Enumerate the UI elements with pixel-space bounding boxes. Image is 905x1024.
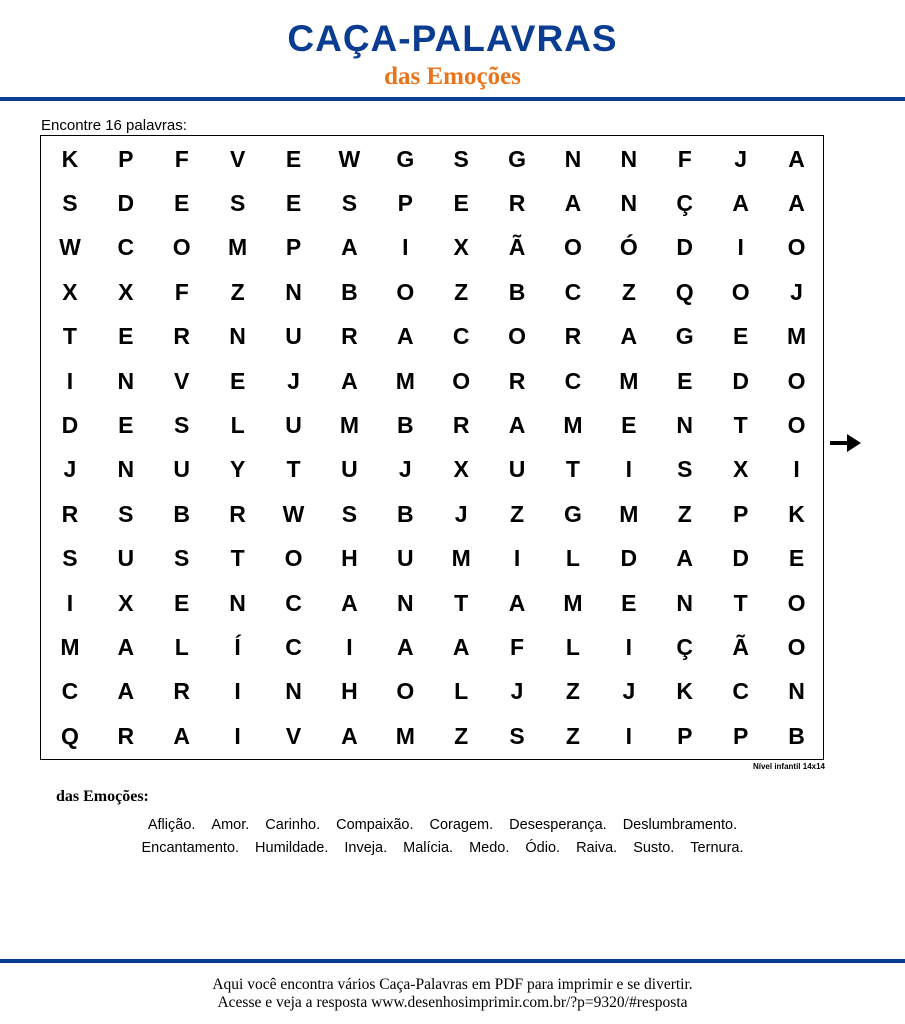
grid-letter: E (118, 412, 134, 439)
grid-letter: D (117, 190, 135, 217)
grid-letter: M (619, 500, 639, 527)
grid-letter: O (452, 367, 471, 394)
grid-letter: I (234, 678, 241, 705)
grid-letter: S (509, 722, 525, 749)
grid-letter: E (285, 145, 302, 172)
grid-letter: B (173, 500, 191, 527)
grid-letter: P (285, 234, 302, 261)
grid-letter: R (173, 323, 191, 350)
grid-letter: U (117, 545, 135, 572)
right-arrow-icon (830, 432, 862, 454)
grid-letter: M (60, 633, 80, 660)
word-item: Ódio. (525, 840, 561, 856)
word-search-grid (42, 137, 824, 759)
word-item: Desesperança. (509, 817, 607, 833)
word-item: Compaixão. (336, 817, 414, 833)
grid-letter: N (620, 190, 638, 217)
grid-letter: J (454, 500, 468, 527)
grid-letter: F (174, 278, 189, 305)
grid-letter: Z (565, 722, 580, 749)
grid-letter: P (397, 190, 413, 217)
grid-letter: N (676, 589, 694, 616)
grid-letter: J (398, 456, 412, 483)
grid-letter: G (508, 145, 527, 172)
grid-letter: O (787, 412, 806, 439)
word-list-line-1 (0, 816, 885, 834)
grid-letter: O (787, 234, 806, 261)
grid-letter: M (451, 545, 471, 572)
grid-letter: R (117, 722, 135, 749)
footer-divider (0, 959, 905, 963)
grid-letter: M (563, 412, 583, 439)
grid-letter: G (675, 323, 694, 350)
grid-letter: U (173, 456, 191, 483)
grid-letter: S (174, 545, 190, 572)
grid-letter: A (341, 367, 358, 394)
grid-letter: A (117, 633, 135, 660)
grid-letter: R (452, 412, 470, 439)
grid-letter: U (396, 545, 414, 572)
grid-letter: J (734, 145, 748, 172)
grid-letter: N (229, 323, 246, 350)
grid-letter: A (396, 633, 414, 660)
grid-letter: S (62, 190, 78, 217)
grid-letter: W (59, 234, 81, 261)
grid-letter: H (341, 678, 358, 705)
grid-letter: A (788, 145, 805, 172)
grid-letter: A (676, 545, 694, 572)
grid-letter: D (61, 412, 79, 439)
grid-letter: I (793, 456, 800, 483)
grid-letter: I (625, 633, 633, 660)
grid-letter: O (564, 234, 582, 261)
grid-letter: I (66, 589, 74, 616)
grid-letter: N (117, 456, 135, 483)
grid-letter: W (282, 500, 305, 527)
grid-letter: A (508, 589, 526, 616)
footer-line-1: Aqui você encontra vários Caça-Palavras em PDF para imprimir e se divertir. (212, 976, 693, 993)
grid-letter: Z (510, 500, 525, 527)
grid-letter: Z (621, 278, 636, 305)
grid-letter: M (395, 367, 415, 394)
grid-letter: S (453, 145, 469, 172)
grid-letter: E (174, 190, 190, 217)
grid-letter: O (731, 278, 750, 305)
grid-letter: Z (677, 500, 692, 527)
grid-letter: N (564, 145, 582, 172)
word-item: Coragem. (429, 817, 494, 833)
grid-letter: C (564, 278, 582, 305)
grid-letter: N (620, 145, 638, 172)
word-list-heading: das Emoções: (56, 788, 149, 805)
grid-letter: A (788, 190, 805, 217)
grid-letter: E (732, 323, 749, 350)
grid-letter: A (452, 633, 470, 660)
grid-letter: C (117, 234, 135, 261)
grid-letter: S (677, 456, 693, 483)
grid-letter: A (564, 190, 582, 217)
grid-letter: N (788, 678, 805, 705)
grid-letter: E (285, 190, 302, 217)
grid-letter: Q (61, 722, 79, 749)
grid-letter: R (61, 500, 79, 527)
grid-letter: A (341, 589, 358, 616)
grid-letter: L (565, 633, 580, 660)
grid-letter: N (117, 367, 135, 394)
grid-letter: M (339, 412, 359, 439)
grid-letter: Ã (732, 633, 749, 660)
grid-letter: N (676, 412, 694, 439)
grid-letter: E (621, 589, 637, 616)
grid-letter: T (565, 456, 580, 483)
grid-letter: I (402, 234, 409, 261)
grid-letter: S (341, 190, 358, 217)
grid-letter: L (174, 633, 189, 660)
word-item: Malícia. (403, 840, 454, 856)
grid-letter: P (677, 722, 693, 749)
grid-letter: Ç (676, 633, 694, 660)
word-item: Carinho. (265, 817, 321, 833)
grid-letter: X (118, 589, 134, 616)
grid-letter: O (172, 234, 191, 261)
grid-letter: Z (454, 722, 469, 749)
grid-letter: Z (230, 278, 245, 305)
grid-letter: I (66, 367, 74, 394)
grid-letter: B (341, 278, 358, 305)
grid-letter: N (285, 678, 302, 705)
grid-letter: X (453, 456, 469, 483)
grid-letter: D (732, 367, 749, 394)
grid-letter: I (737, 234, 744, 261)
grid-letter: T (733, 589, 748, 616)
grid-letter: T (733, 412, 748, 439)
word-item: Deslumbramento. (622, 817, 738, 833)
grid-letter: Ç (676, 190, 694, 217)
grid-letter: I (234, 722, 241, 749)
grid-letter: J (622, 678, 636, 705)
grid-letter: N (396, 589, 414, 616)
grid-letter: I (625, 456, 633, 483)
grid-letter: E (118, 323, 134, 350)
grid-letter: A (732, 190, 749, 217)
grid-letter: A (341, 234, 358, 261)
grid-letter: L (454, 678, 469, 705)
grid-letter: L (230, 412, 245, 439)
grid-letter: J (790, 278, 803, 305)
grid-letter: S (229, 190, 246, 217)
grid-letter: G (396, 145, 415, 172)
grid-letter: D (620, 545, 638, 572)
grid-letter: V (174, 367, 190, 394)
grid-letter: S (341, 500, 358, 527)
grid-letter: C (285, 633, 302, 660)
header-divider (0, 97, 905, 101)
grid-letter: E (174, 589, 190, 616)
page-title: CAÇA-PALAVRAS (287, 18, 618, 59)
grid-letter: T (454, 589, 469, 616)
instruction-text: Encontre 16 palavras: (41, 117, 187, 134)
grid-letter: L (565, 545, 580, 572)
grid-letter: Z (454, 278, 469, 305)
grid-letter: C (732, 678, 749, 705)
grid-letter: M (228, 234, 248, 261)
grid-letter: O (396, 278, 415, 305)
word-item: Inveja. (344, 840, 388, 856)
word-item: Medo. (469, 840, 510, 856)
grid-letter: U (341, 456, 358, 483)
grid-letter: Ã (508, 234, 526, 261)
grid-letter: T (286, 456, 301, 483)
grid-letter: I (625, 722, 633, 749)
grid-letter: A (620, 323, 638, 350)
grid-letter: R (508, 367, 526, 394)
grid-letter: K (61, 145, 79, 172)
grid-letter: D (676, 234, 694, 261)
grid-letter: O (787, 589, 806, 616)
grid-letter: F (510, 633, 525, 660)
grid-letter: A (341, 722, 358, 749)
footer-line-2: Acesse e veja a resposta www.desenhosimprimir.com.br/?p=9320/#resposta (217, 994, 688, 1011)
grid-letter: V (285, 722, 302, 749)
grid-letter: R (341, 323, 358, 350)
grid-letter: E (788, 545, 805, 572)
grid-letter: A (508, 412, 526, 439)
grid-letter: O (787, 633, 806, 660)
grid-letter: C (452, 323, 470, 350)
word-item: Humildade. (255, 840, 329, 856)
grid-letter: N (285, 278, 302, 305)
grid-letter: X (62, 278, 78, 305)
grid-letter: A (396, 323, 414, 350)
grid-letter: Ó (619, 234, 638, 261)
grid-letter: K (676, 678, 694, 705)
grid-letter: I (513, 545, 521, 572)
grid-letter: P (732, 722, 749, 749)
grid-letter: P (118, 145, 134, 172)
grid-letter: K (788, 500, 805, 527)
grid-letter: O (284, 545, 303, 572)
grid-letter: O (508, 323, 527, 350)
grid-letter: J (63, 456, 77, 483)
level-label: Nível infantil 14x14 (752, 762, 825, 771)
grid-letter: X (453, 234, 469, 261)
grid-letter: M (563, 589, 583, 616)
grid-letter: O (396, 678, 415, 705)
grid-letter: A (173, 722, 191, 749)
grid-letter: I (346, 633, 353, 660)
grid-letter: M (395, 722, 415, 749)
grid-letter: C (564, 367, 582, 394)
grid-letter: D (732, 545, 749, 572)
grid-letter: N (229, 589, 246, 616)
page-subtitle: das Emoções (384, 63, 521, 90)
grid-letter: R (173, 678, 191, 705)
grid-letter: B (396, 500, 414, 527)
grid-letter: Í (234, 633, 241, 660)
grid-letter: J (510, 678, 524, 705)
grid-letter: B (508, 278, 526, 305)
grid-letter: A (117, 678, 135, 705)
word-list-line-2 (0, 839, 885, 857)
grid-letter: Y (229, 456, 246, 483)
grid-letter: R (229, 500, 246, 527)
grid-letter: C (61, 678, 79, 705)
grid-letter: P (732, 500, 749, 527)
grid-letter: X (732, 456, 749, 483)
grid-letter: Q (675, 278, 694, 305)
grid-letter: U (285, 412, 302, 439)
grid-letter: V (229, 145, 246, 172)
grid-letter: S (62, 545, 78, 572)
grid-letter: F (174, 145, 189, 172)
grid-letter: T (230, 545, 245, 572)
word-item: Raiva. (576, 840, 618, 856)
grid-letter: J (287, 367, 300, 394)
grid-letter: Z (565, 678, 580, 705)
grid-letter: R (564, 323, 582, 350)
word-item: Aflição. (147, 817, 196, 833)
grid-letter: M (619, 367, 639, 394)
grid-letter: C (285, 589, 302, 616)
word-item: Amor. (211, 817, 250, 833)
grid-letter: B (396, 412, 414, 439)
word-item: Susto. (633, 840, 675, 856)
grid-letter: E (621, 412, 637, 439)
grid-letter: H (341, 545, 358, 572)
grid-letter: B (788, 722, 805, 749)
word-item: Ternura. (690, 840, 744, 856)
word-item: Encantamento. (141, 840, 240, 856)
grid-letter: M (786, 323, 807, 350)
grid-letter: U (285, 323, 302, 350)
grid-letter: X (118, 278, 134, 305)
grid-letter: G (564, 500, 582, 527)
grid-letter: S (174, 412, 190, 439)
grid-letter: T (62, 323, 77, 350)
grid-letter: R (508, 190, 526, 217)
grid-letter: E (229, 367, 246, 394)
grid-letter: W (338, 145, 361, 172)
grid-letter: F (677, 145, 692, 172)
grid-letter: O (787, 367, 806, 394)
grid-letter: S (118, 500, 134, 527)
grid-letter: E (677, 367, 693, 394)
grid-letter: E (453, 190, 469, 217)
grid-letter: U (508, 456, 526, 483)
